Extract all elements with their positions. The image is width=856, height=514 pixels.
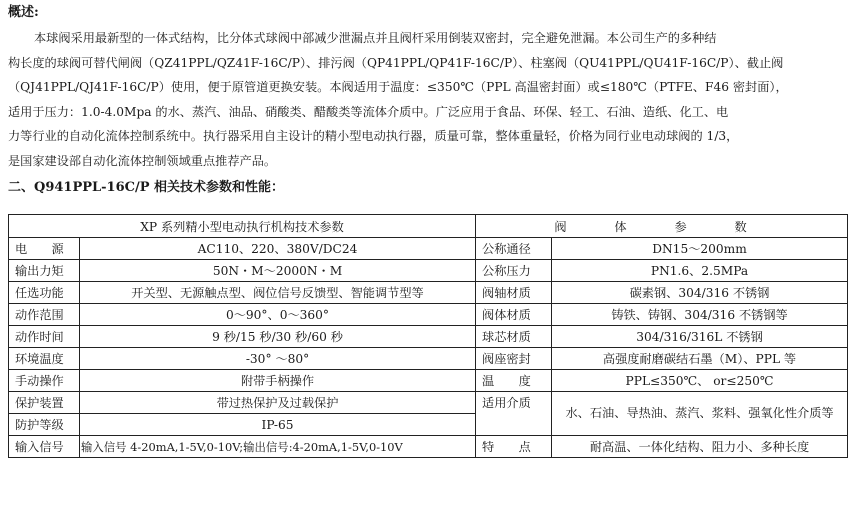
valve-param-value: DN15～200mm (552, 238, 848, 260)
overview-title: 概述: (8, 5, 39, 20)
actuator-param-label: 手动操作 (9, 370, 80, 392)
table-row (9, 304, 848, 326)
actuator-param-value: 50N・M～2000N・M (80, 260, 476, 282)
table-row (9, 436, 848, 458)
valve-param-value: 铸铁、铸钢、304/316 不锈钢等 (552, 304, 848, 326)
valve-param-value: 水、石油、导热油、蒸汽、浆料、强氧化性介质等 (552, 392, 848, 436)
actuator-param-label: 电 源 (9, 238, 80, 260)
valve-param-label: 阀轴材质 (476, 282, 552, 304)
valve-param-value: 耐高温、一体化结构、阻力小、多种长度 (552, 436, 848, 458)
actuator-param-value: 输入信号 4-20mA,1-5V,0-10V;输出信号:4-20mA,1-5V,0-10V (80, 436, 476, 458)
table-row (9, 282, 848, 304)
actuator-param-label: 环境温度 (9, 348, 80, 370)
valve-param-value: 高强度耐磨碳结石墨（M）、PPL 等 (552, 348, 848, 370)
valve-param-value: PPL≤350℃、 or≤250℃ (552, 370, 848, 392)
valve-param-value: PN1.6、2.5MPa (552, 260, 848, 282)
overview-line: 是国家建设部自动化流体控制领域重点推荐产品。 (8, 153, 277, 168)
actuator-param-label: 输出力矩 (9, 260, 80, 282)
table-header-row (9, 215, 848, 238)
overview-line: 本球阀采用最新型的一体式结构，比分体式球阀中部减少泄漏点并且阀杆采用倒装双密封，完全避免泄漏。本公司生产的多种结 (34, 31, 717, 45)
actuator-param-value: IP-65 (80, 414, 476, 436)
table-row (9, 392, 848, 414)
actuator-param-label: 动作时间 (9, 326, 80, 348)
valve-params-header: 阀 体 参 数 (476, 215, 848, 238)
table-row (9, 370, 848, 392)
valve-param-value: 304/316/316L 不锈钢 (552, 326, 848, 348)
actuator-param-value: 0～90°、0～360° (80, 304, 476, 326)
valve-param-label: 阀座密封 (476, 348, 552, 370)
table-row (9, 238, 848, 260)
actuator-param-value: -30° ～80° (80, 348, 476, 370)
overview-paragraph (8, 26, 846, 173)
section-2-title: 二、Q941PPL-16C/P 相关技术参数和性能： (8, 180, 285, 195)
overview-line: 力等行业的自动化流体控制系统中。执行器采用自主设计的精小型电动执行器，质量可靠，整体重量轻，价格为同行业电动球阀的 1/3， (8, 129, 739, 143)
actuator-param-value: AC110、220、380V/DC24 (80, 238, 476, 260)
actuator-param-value: 开关型、无源触点型、阀位信号反馈型、智能调节型等 (80, 282, 476, 304)
table-row (9, 326, 848, 348)
valve-param-label: 温 度 (476, 370, 552, 392)
overview-line: 构长度的球阀可替代闸阀（QZ41PPL/QZ41F-16C/P）、排污阀（QP41PPL/QP41F-16C/P）、柱塞阀（QU41PPL/QU41F-16C/P）、截止阀 (8, 55, 784, 70)
valve-param-label: 特 点 (476, 436, 552, 458)
table-row (9, 260, 848, 282)
spec-table (8, 214, 848, 458)
actuator-param-label: 动作范围 (9, 304, 80, 326)
actuator-param-value: 9 秒/15 秒/30 秒/60 秒 (80, 326, 476, 348)
actuator-param-value: 附带手柄操作 (80, 370, 476, 392)
actuator-param-value: 带过热保护及过载保护 (80, 392, 476, 414)
table-row (9, 348, 848, 370)
valve-param-label: 球芯材质 (476, 326, 552, 348)
actuator-param-label: 任选功能 (9, 282, 80, 304)
overview-line: 适用于压力：1.0-4.0Mpa 的水、蒸汽、油品、硝酸类、醋酸类等流体介质中。广泛应用于食品、环保、轻工、石油、造纸、化工、电 (8, 104, 729, 119)
actuator-param-label: 防护等级 (9, 414, 80, 436)
actuator-param-label: 保护装置 (9, 392, 80, 414)
valve-param-label: 公称通径 (476, 238, 552, 260)
valve-param-label: 阀体材质 (476, 304, 552, 326)
overview-line: （QJ41PPL/QJ41F-16C/P）使用，便于原管道更换安装。本阀适用于温度：≤350℃（PPL 高温密封面）或≤180℃（PTFE、F46 密封面）， (8, 80, 788, 94)
actuator-param-label: 输入信号 (9, 436, 80, 458)
actuator-params-header: XP 系列精小型电动执行机构技术参数 (9, 215, 476, 238)
valve-param-label: 适用介质 (476, 392, 552, 436)
valve-param-value: 碳素钢、304/316 不锈钢 (552, 282, 848, 304)
valve-param-label: 公称压力 (476, 260, 552, 282)
